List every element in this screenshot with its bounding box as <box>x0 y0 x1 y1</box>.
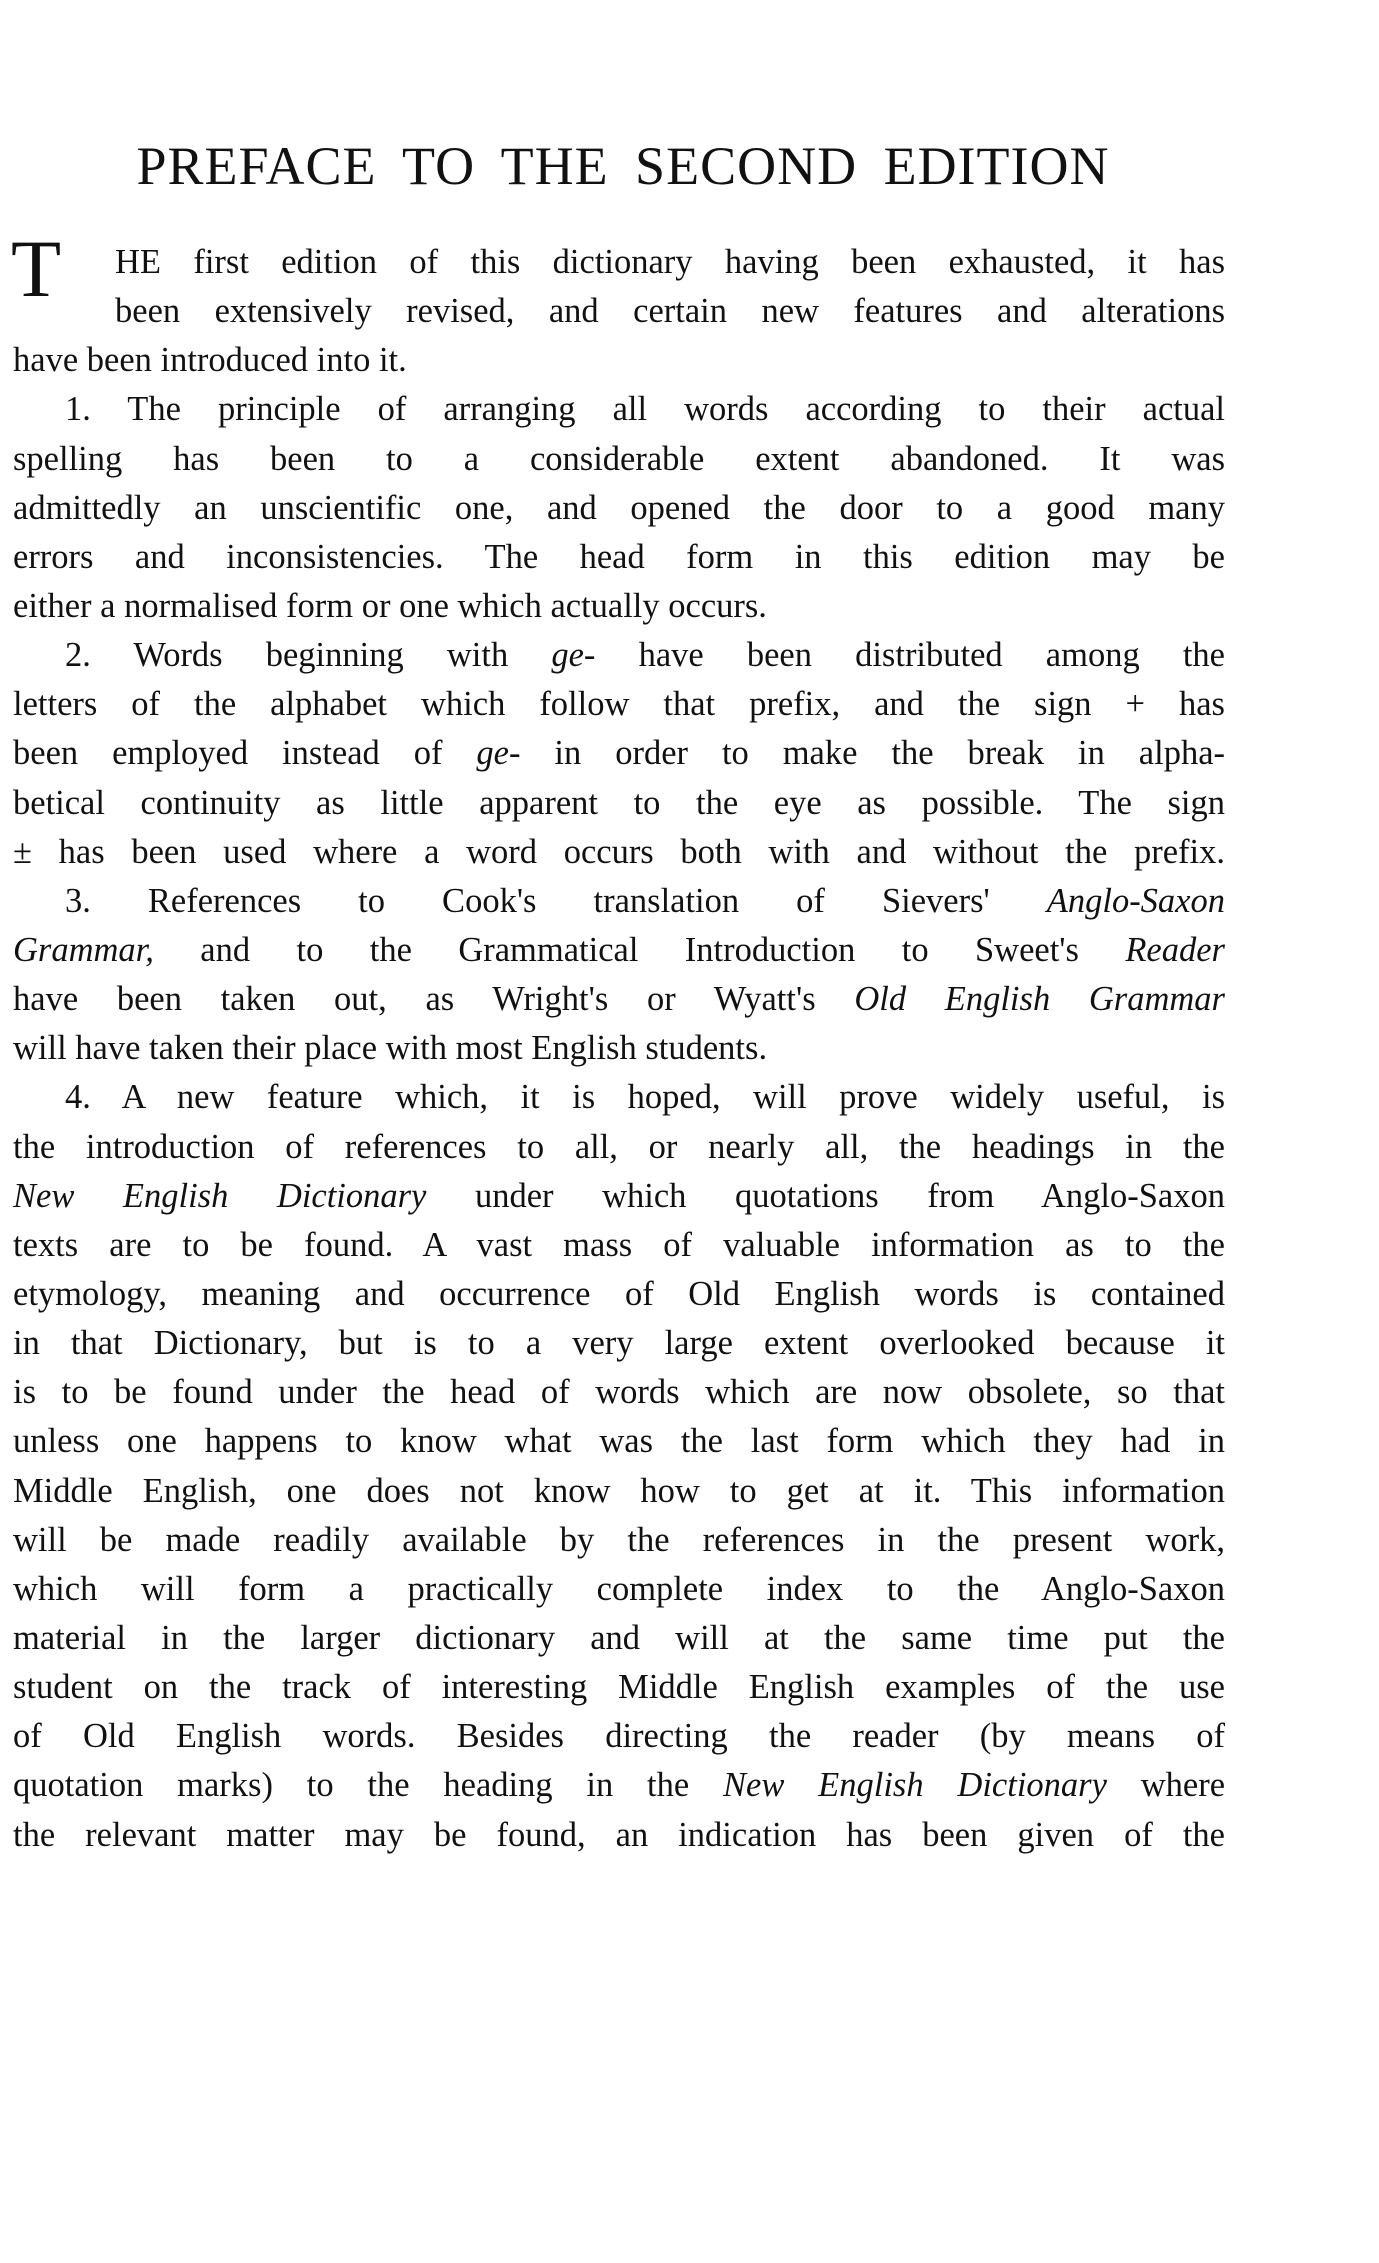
text-segment: betical continuity as little apparent to the eye as possible. The sign <box>13 783 1225 822</box>
text-segment: will be made readily available by the references in the present work, <box>13 1520 1225 1559</box>
text-line <box>13 1516 1225 1565</box>
text-segment: texts are to be found. A vast mass of valuable information as to the <box>13 1225 1225 1264</box>
text-segment: have been taken out, as Wright's or Wyatt's <box>13 980 855 1019</box>
text-segment: 2. Words beginning with <box>65 636 552 675</box>
text-line <box>13 631 1225 680</box>
text-line <box>13 1467 1225 1516</box>
text-line <box>13 1761 1225 1810</box>
text-segment: of Old English words. Besides directing the reader (by means of <box>13 1717 1225 1756</box>
text-line <box>13 1024 1225 1073</box>
text-segment: errors and inconsistencies. The head form in this edition may be <box>13 537 1225 576</box>
text-segment: have been introduced into it. <box>13 341 407 380</box>
text-line <box>13 1368 1225 1417</box>
text-line <box>13 1073 1225 1122</box>
text-segment: in that Dictionary, but is to a very large extent overlooked because it <box>13 1324 1225 1363</box>
text-line <box>13 1614 1225 1663</box>
text-line <box>13 1221 1225 1270</box>
text-segment: HE first edition of this dictionary having been exhausted, it has <box>115 243 1225 281</box>
text-segment: material in the larger dictionary and will at the same time put the <box>13 1618 1225 1657</box>
italic-text: Reader <box>1125 930 1225 969</box>
text-segment: will have taken their place with most English students. <box>13 1029 768 1068</box>
text-line <box>13 385 1225 434</box>
text-segment: etymology, meaning and occurrence of Old English words is contained <box>13 1274 1225 1313</box>
page-title: PREFACE TO THE SECOND EDITION <box>136 136 1110 196</box>
italic-text: Old English Grammar <box>854 980 1225 1019</box>
text-segment: ± has been used where a word occurs both with and without the prefix. <box>13 832 1225 871</box>
italic-text: New English Dictionary <box>13 1176 427 1215</box>
text-segment: 4. A new feature which, it is hoped, will prove widely useful, is <box>65 1078 1225 1117</box>
text-segment: 3. References to Cook's translation of Sievers' <box>65 881 1047 920</box>
text-segment: the relevant matter may be found, an indication has been given of the <box>13 1815 1225 1854</box>
text-line <box>13 1417 1225 1466</box>
text-segment: been extensively revised, and certain new features and alterations <box>115 292 1225 331</box>
text-line <box>13 1712 1225 1761</box>
text-segment: 1. The principle of arranging all words according to their actual <box>65 390 1225 429</box>
text-segment: where <box>1106 1766 1226 1805</box>
drop-cap: T <box>11 223 62 314</box>
text-line <box>13 435 1225 484</box>
text-segment: under which quotations from Anglo-Saxon <box>426 1176 1225 1215</box>
text-line <box>13 926 1225 975</box>
body-text <box>13 238 1225 1860</box>
italic-text: Anglo-Saxon <box>1046 881 1225 920</box>
text-segment: is to be found under the head of words which are now obsolete, so that <box>13 1373 1225 1412</box>
text-segment: either a normalised form or one which actually occurs. <box>13 586 767 625</box>
text-line <box>13 1172 1225 1221</box>
text-segment: the introduction of references to all, or nearly all, the headings in the <box>13 1127 1225 1166</box>
text-line <box>13 533 1225 582</box>
text-segment: quotation marks) to the heading in the <box>13 1766 724 1805</box>
text-segment: and to the Grammatical Introduction to Sweet's <box>153 930 1126 969</box>
text-line <box>13 975 1225 1024</box>
text-line <box>13 1123 1225 1172</box>
italic-text: ge- <box>551 636 596 675</box>
text-line <box>13 828 1225 877</box>
text-line <box>13 1663 1225 1712</box>
text-segment: student on the track of interesting Middle English examples of the use <box>13 1668 1225 1707</box>
text-line <box>13 1319 1225 1368</box>
text-line <box>13 779 1225 828</box>
italic-text: ge- <box>476 734 521 773</box>
text-line <box>13 582 1225 631</box>
text-segment: admittedly an unscientific one, and opened the door to a good many <box>13 488 1225 527</box>
text-segment: which will form a practically complete index to the Anglo-Saxon <box>13 1569 1225 1608</box>
text-segment: Middle English, one does not know how to get at it. This information <box>13 1471 1225 1510</box>
text-segment: have been distributed among the <box>595 636 1225 675</box>
text-line <box>13 877 1225 926</box>
text-segment: been employed instead of <box>13 734 477 773</box>
text-line <box>13 484 1225 533</box>
text-segment: unless one happens to know what was the last form which they had in <box>13 1422 1225 1461</box>
text-line <box>13 287 1225 336</box>
text-line <box>13 336 1225 385</box>
text-segment: in order to make the break in alpha- <box>520 734 1226 773</box>
text-line <box>13 680 1225 729</box>
text-line <box>13 729 1225 778</box>
italic-text: New English Dictionary <box>723 1766 1107 1805</box>
text-line <box>13 1565 1225 1614</box>
text-line <box>13 1811 1225 1860</box>
text-segment: letters of the alphabet which follow that prefix, and the sign + has <box>13 685 1225 724</box>
italic-text: Grammar, <box>13 930 154 969</box>
text-segment: spelling has been to a considerable extent abandoned. It was <box>13 439 1225 478</box>
text-line <box>13 1270 1225 1319</box>
text-line <box>13 238 1225 287</box>
